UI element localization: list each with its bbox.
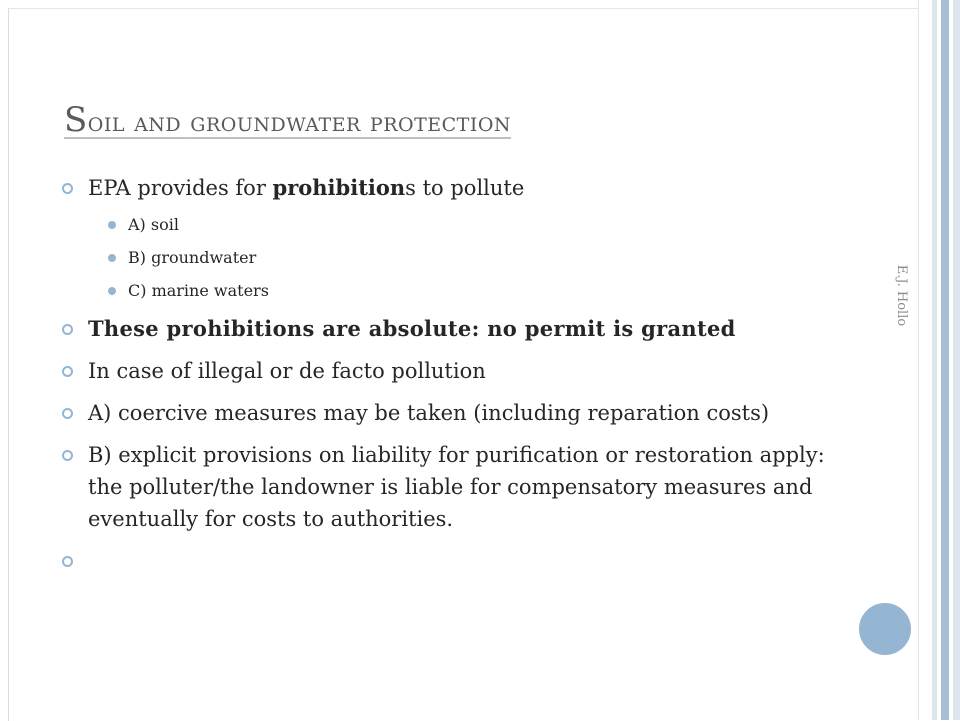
bullet-text: In case of illegal or de facto pollution <box>88 359 486 383</box>
bullet-text-segment: prohibition <box>272 175 406 200</box>
bullet-text: B) groundwater <box>128 248 257 267</box>
bullet-item <box>60 355 850 387</box>
stripe <box>953 0 960 720</box>
bullet-list <box>60 172 850 587</box>
bullet-item <box>60 172 850 204</box>
ring-bullet-icon <box>62 408 73 419</box>
dot-bullet-icon <box>108 221 116 229</box>
sub-bullet-item <box>60 214 850 236</box>
dot-bullet-icon <box>108 254 116 262</box>
ring-bullet-icon <box>62 324 73 335</box>
bullet-text-segment: EPA provides for <box>88 176 273 200</box>
bullet-text: A) coercive measures may be taken (including reparation costs) <box>88 401 770 425</box>
bullet-text: B) explicit provisions on liability for purification or restoration apply: the polluter/the landowner is liable for compensatory measures and eventually for costs to authorities. <box>88 443 825 531</box>
author-name: E.J. Hollo <box>894 264 910 326</box>
title-part: g <box>190 107 206 138</box>
accent-circle <box>856 600 914 658</box>
bullet-text: A) soil <box>128 215 179 234</box>
title-part: S <box>64 100 88 140</box>
ring-bullet-icon <box>62 450 73 461</box>
dot-bullet-icon <box>108 287 116 295</box>
slide-title <box>64 100 511 140</box>
title-part: oil and <box>87 107 191 138</box>
title-part: rotection <box>383 107 512 138</box>
bullet-text: C) marine waters <box>128 281 269 300</box>
bullet-item <box>60 545 850 577</box>
ring-bullet-icon <box>62 183 73 194</box>
ring-bullet-icon <box>62 556 73 567</box>
sub-bullet-item <box>60 247 850 269</box>
bullet-item <box>60 397 850 429</box>
ring-bullet-icon <box>62 366 73 377</box>
title-part: p <box>369 107 384 138</box>
author-footer <box>880 250 924 340</box>
sub-bullet-item <box>60 280 850 302</box>
stripe <box>941 0 949 720</box>
bullet-text: These prohibitions are absolute: no permit is granted <box>88 316 736 341</box>
stripe <box>918 0 933 720</box>
bullet-item <box>60 439 850 535</box>
bullet-text-segment: s to pollute <box>405 176 525 200</box>
title-part: roundwater <box>205 107 370 138</box>
bullet-item <box>60 313 850 345</box>
